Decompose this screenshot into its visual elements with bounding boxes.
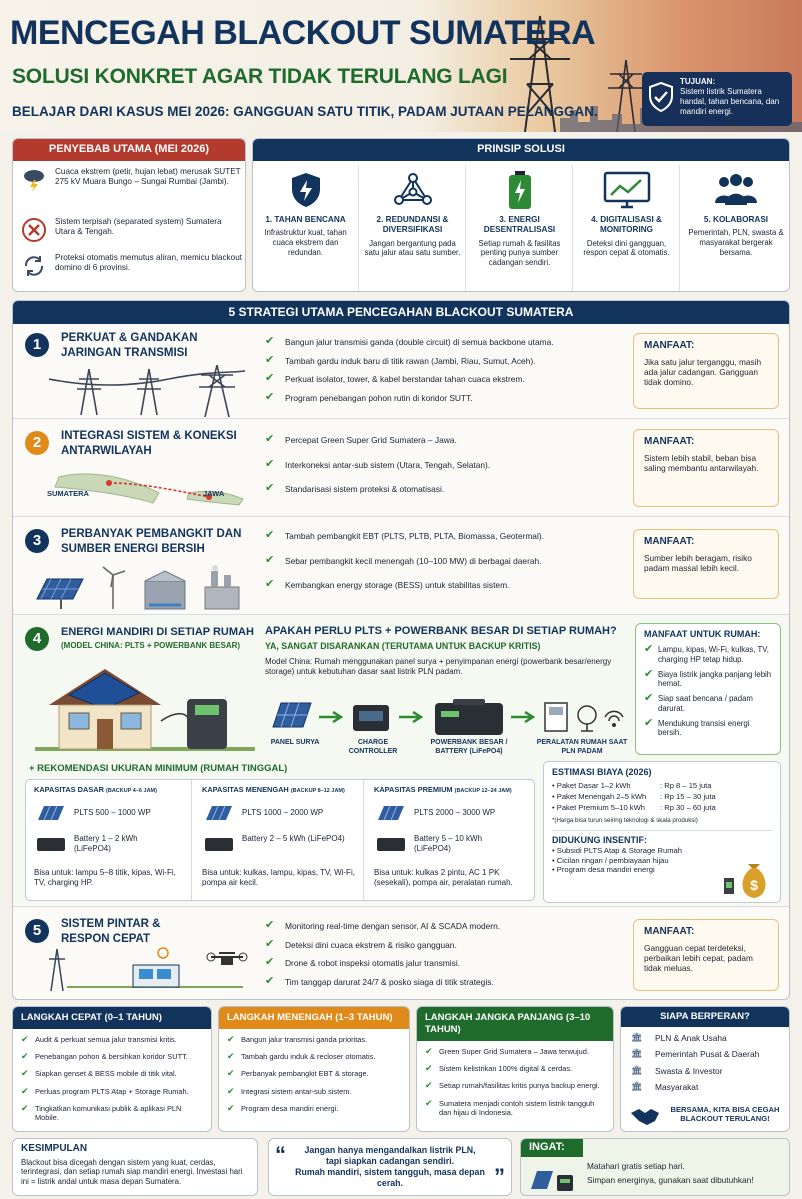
strategies-title: 5 STRATEGI UTAMA PENCEGAHAN BLACKOUT SUMATERA: [13, 301, 789, 324]
solar-panel-icon: [36, 804, 66, 822]
storm-icon: [21, 167, 47, 193]
conclusion-box: KESIMPULAN Blackout bisa dicegah dengan sistem yang kuat, cerdas, terintegrasi, dan setiap rumah siap mandiri energi. Investasi hari ini = listrik andal untuk masa depan Sumatera.: [12, 1138, 258, 1196]
role-item: 🏛 Pemerintah Pusat & Daerah: [631, 1049, 789, 1060]
tujuan-title: TUJUAN:: [680, 77, 716, 86]
solar-house-illustration: [35, 661, 255, 753]
home-benefit-box: MANFAAT UNTUK RUMAH: ✔ Lampu, kipas, Wi-Fi, kulkas, TV, charging HP tetap hidup. ✔ Biaya listrik jangka panjang lebih hemat. ✔ Siap saat bencana / padam darurat. ✔ Mendukung transisi energi bersih.: [635, 623, 781, 755]
strategy-2: 2 INTEGRASI SISTEM & KONEKSI ANTARWILAYAH SUMATERA JAWA ✔ Percepat Green Super Grid Sumatera – Jawa. ✔ Interkoneksi antar-sub sistem (Utara, Tengah, Selatan). ✔ Standarisasi sistem proteksi & otomatisasi. MANFAAT: Sistem lebih stabil, beban bisa saling membantu antarwilayah.: [13, 419, 789, 517]
cycle-icon: [21, 253, 47, 279]
strategy-title: SISTEM PINTAR & RESPON CEPAT: [61, 918, 161, 945]
package-table: [25, 779, 535, 901]
solar-panel-icon: [269, 699, 315, 733]
arrow-right-icon: [511, 711, 537, 723]
package-card: KAPASITAS DASAR (BACKUP 4–6 JAM) PLTS 500 – 1000 WP Battery 1 – 2 kWh (LiFePO4) Bisa untuk: lampu 5–8 titik, kipas, Wi-Fi, TV, charging HP.: [26, 780, 192, 900]
strategy-title: ENERGI MANDIRI DI SETIAP RUMAH: [61, 626, 254, 638]
plan-mid-term: LANGKAH MENENGAH (1–3 TAHUN) ✔ Bangun jalur transmisi ganda prioritas. ✔ Tambah gardu induk & recloser otomatis. ✔ Perbanyak pembangkit EBT & storage. ✔ Integrasi sistem antar-sub sistem. ✔ Program desa mandiri energi.: [218, 1006, 410, 1132]
quote-box: “ Jangan hanya mengandalkan listrik PLN, tapi siapkan cadangan sendiri. Rumah mandiri, sistem tangguh, masa depan cerah. ”: [268, 1138, 512, 1196]
role-item: 🏛 Masyarakat: [631, 1082, 789, 1093]
flow-label: PERALATAN RUMAH SAAT PLN PADAM: [536, 739, 628, 755]
strategy-title: INTEGRASI SISTEM & KONEKSI ANTARWILAYAH: [61, 430, 237, 457]
battery-icon: [204, 836, 234, 852]
benefit-box: MANFAAT: Sistem lebih stabil, beban bisa saling membantu antarwilayah.: [633, 429, 779, 507]
s4-answer: YA, SANGAT DISARANKAN (TERUTAMA UNTUK BACKUP KRITIS): [265, 641, 541, 651]
arrow-right-icon: [399, 711, 425, 723]
battery-icon: [507, 170, 533, 210]
strategy-1: 1 PERKUAT & GANDAKAN JARINGAN TRANSMISI ✔ Bangun jalur transmisi ganda (double circuit) di semua backbone utama. ✔ Tambah gardu induk baru di titik rawan (Jambi, Riau, Sumut, Aceh). ✔ Perkuat isolator, tower, & kabel berstandar tahan cuaca ekstrem. ✔ Program penebangan pohon rutin di koridor SUTT. MANFAAT: Jika satu jalur terganggu, masih ada jalur cadangan. Gangguan tidak domino.: [13, 323, 789, 419]
quote-open-icon: “: [275, 1142, 286, 1167]
monitor-chart-icon: [603, 171, 651, 209]
principle-item: 4. DIGITALISASI & MONITORING Deteksi dini gangguan, respon cepat & otomatis.: [574, 165, 680, 291]
cause-panel: PENYEBAB UTAMA (MEI 2026) Cuaca ekstrem (petir, hujan lebat) merusak SUTET 275 kV Muara Bungo – Sungai Rumbai (Jambi). Sistem terpisah (separated system) Sumatera Utara & Tengah. Proteksi otomatis memutus aliran, memicu blackout domino di 6 provinsi.: [12, 138, 246, 292]
strategy-subtitle: (MODEL CHINA: PLTS + POWERBANK BESAR): [61, 641, 241, 650]
principle-item: 2. REDUNDANSI & DIVERSIFIKASI Jangan bergantung pada satu jalur atau satu sumber.: [360, 165, 466, 291]
smart-grid-illustration: [43, 943, 253, 995]
strategy-title: PERBANYAK PEMBANGKIT DAN SUMBER ENERGI BERSIH: [61, 528, 242, 555]
lead-text: BELAJAR DARI KASUS MEI 2026: GANGGUAN SATU TITIK, PADAM JUTAAN PELANGGAN.: [12, 104, 598, 119]
svg-text:$: $: [750, 877, 758, 893]
strategy-title: PERKUAT & GANDAKAN JARINGAN TRANSMISI: [61, 332, 198, 359]
s4-description: Model China: Rumah menggunakan panel surya + penyimpanan energi (powerbank besar/energy storage) untuk kebutuhan dasar saat listrik PLN padam.: [265, 657, 612, 676]
solar-panel-icon: [204, 804, 234, 822]
page-title: MENCEGAH BLACKOUT SUMATERA: [10, 14, 596, 52]
shield-lightning-icon: [289, 171, 323, 209]
map-label: JAWA: [203, 489, 225, 498]
principle-item: 5. KOLABORASI Pemerintah, PLN, swasta & masyarakat bergerak bersama.: [681, 165, 790, 291]
flow-label: PANEL SURYA: [270, 739, 320, 746]
s4-question: APAKAH PERLU PLTS + POWERBANK BESAR DI SETIAP RUMAH?: [265, 625, 617, 637]
charge-controller-icon: [351, 703, 391, 733]
slogan: BERSAMA, KITA BISA CEGAH BLACKOUT TERULANG!: [670, 1105, 780, 1124]
roles-panel: SIAPA BERPERAN? 🏛 PLN & Anak Usaha 🏛 Pemerintah Pusat & Daerah 🏛 Swasta & Investor 🏛 Masyarakat BERSAMA, KITA BISA CEGAH BLACKOUT TERULANG!: [620, 1006, 790, 1132]
money-bag-icon: [722, 858, 774, 900]
principle-item: 3. ENERGI DESENTRALISASI Setiap rumah & fasilitas penting punya sumber cadangan sendiri.: [467, 165, 573, 291]
plan-short-term: LANGKAH CEPAT (0–1 TAHUN) ✔ Audit & perkuat semua jalur transmisi kritis. ✔ Penebangan pohon & bersihkan koridor SUTT. ✔ Siapkan genset & BESS mobile di titik vital. ✔ Perluas program PLTS Atap + Storage Rumah. ✔ Tingkatkan komunikasi publik & aplikasi PLN Mobile.: [12, 1006, 212, 1132]
package-card: KAPASITAS PREMIUM (BACKUP 12–24 JAM) PLTS 2000 – 3000 WP Battery 5 – 10 kWh (LiFePO4) Bisa untuk: kulkas 2 pintu, AC 1 PK (sesekali), pompa air, peralatan rumah.: [374, 785, 513, 887]
home-appliances-icon: [543, 701, 627, 733]
benefit-box: MANFAAT: Gangguan cepat terdeteksi, perbaikan lebih cepat, padam tidak meluas.: [633, 919, 779, 991]
page-subtitle: SOLUSI KONKRET AGAR TIDAK TERULANG LAGI: [12, 65, 508, 88]
arrow-right-icon: [319, 711, 345, 723]
cost-box: ESTIMASI BIAYA (2026) • Paket Dasar 1–2 kWh : Rp 8 – 15 juta • Paket Menengah 2–5 kWh : Rp 15 – 30 juta • Paket Premium 5–10 kWh : Rp 30 – 60 juta *(Harga bisa turun seiring teknologi & skala produksi) DIDUKUNG INSENTIF: • Subsidi PLTS Atap & Storage Rumah • Cicilan ringan / pembiayaan hijau • Program desa mandiri energi $: [543, 761, 781, 903]
benefit-box: MANFAAT: Jika satu jalur terganggu, masih ada jalur cadangan. Gangguan tidak domino.: [633, 333, 779, 409]
strategies-panel: [12, 300, 790, 1000]
tujuan-text: Sistem listrik Sumatera handal, tahan bencana, dan mandiri energi.: [680, 87, 780, 116]
strategy-5: 5 SISTEM PINTAR & RESPON CEPAT ✔ Monitoring real-time dengan sensor, AI & SCADA modern. ✔ Deteksi dini cuaca ekstrem & risiko gangguan. ✔ Drone & robot inspeksi otomatis jalur transmisi. ✔ Tim tanggap darurat 24/7 & posko siaga di titik strategis. MANFAAT: Gangguan cepat terdeteksi, perbaikan lebih cepat, padam tidak meluas.: [13, 907, 789, 999]
flow-label: CHARGE CONTROLLER: [348, 739, 398, 755]
shield-check-icon: [648, 82, 674, 112]
x-circle-icon: [21, 217, 47, 243]
principle-item: 1. TAHAN BENCANA Infrastruktur kuat, tahan cuaca ekstrem dan redundan.: [253, 165, 359, 291]
reminder-box: INGAT: Matahari gratis setiap hari. Simpan energinya, gunakan saat dibutuhkan!: [520, 1138, 790, 1196]
tujuan-box: [642, 72, 792, 126]
battery-icon: [36, 836, 66, 852]
principles-panel: [252, 138, 790, 292]
network-icon: [393, 172, 433, 208]
strategy-3: 3 PERBANYAK PEMBANGKIT DAN SUMBER ENERGI BERSIH ✔ Tambah pembangkit EBT (PLTS, PLTB, PLTA, Biomassa, Geotermal). ✔ Sebar pembangkit kecil menengah (10–100 MW) di berbagai daerah. ✔ Kembangkan energy storage (BESS) untuk stabilitas sistem. MANFAAT: Sumber lebih beragam, risiko padam massal lebih kecil.: [13, 517, 789, 615]
solar-panel-icon: [376, 804, 406, 822]
role-item: 🏛 Swasta & Investor: [631, 1066, 789, 1077]
recommendation-title: + REKOMENDASI UKURAN MINIMUM (RUMAH TINGGAL): [29, 763, 288, 774]
solar-battery-icon: [529, 1165, 575, 1193]
strategy-4: 4 ENERGI MANDIRI DI SETIAP RUMAH (MODEL CHINA: PLTS + POWERBANK BESAR) APAKAH PERLU PLTS + POWERBANK BESAR DI SETIAP RUMAH? YA, SANGAT DISARANKAN (TERUTAMA UNTUK BACKUP KRITIS) Model China: Rumah menggunakan panel surya + penyimpanan energi (powerbank besar/energy storage) untuk kebutuhan dasar saat listrik PLN padam. PANEL SURYA CHARGE CONTROLLER POWERBANK BESAR / BATTERY (LiFePO4) PERALATAN RUMAH SAAT PLN PADAM MANFAAT UNTUK RUMAH: ✔ Lampu, kipas, Wi-Fi, kulkas, TV, charging HP tetap hidup. ✔ Biaya listrik jangka panjang lebih hemat. ✔ Siap saat bencana / padam darurat. ✔ Mendukung transisi energi bersih. + REKOMENDASI UKURAN MINIMUM (RUMAH TINGGAL) KAPASITAS DASAR (BACKUP 4–6 JAM) PLTS 500 – 1000 WP Battery 1 – 2 kWh (LiFePO4) Bisa untuk: lampu 5–8 titik, kipas, Wi-Fi, TV, charging HP. KAPASITAS MENENGAH (BACKUP 8–12 JAM) PLTS 1000 – 2000 WP Battery 2 – 5 kWh (LiFePO4) Bisa untuk: kulkas, lampu, kipas, TV, Wi-Fi, pompa air kecil. KAPASITAS PREMIUM (BACKUP 12–24 JAM) PLTS 2000 – 3000 WP Battery 5 – 10 kWh (LiFePO4) Bisa untuk: kulkas 2 pintu, AC 1 PK (sesekali), pompa air, peralatan rumah. ESTIMASI BIAYA (2026) • Paket Dasar 1–2 kWh : Rp 8 – 15 juta • Paket Menengah 2–5 kWh : Rp 15 – 30 juta • Paket Premium 5–10 kWh : Rp 30 – 60 juta *(Harga bisa turun seiring teknologi & skala produksi) DIDUKUNG INSENTIF: • Subsidi PLTS Atap & Storage Rumah • Cicilan ringan / pembiayaan hijau • Program desa mandiri energi $: [13, 615, 789, 907]
principles-title: PRINSIP SOLUSI: [253, 139, 789, 161]
sumatera-jawa-map: [49, 463, 245, 509]
flow-label: POWERBANK BESAR / BATTERY (LiFePO4): [430, 739, 508, 755]
benefit-box: MANFAAT: Sumber lebih beragam, risiko padam massal lebih kecil.: [633, 529, 779, 599]
clean-energy-illustration: [33, 565, 245, 611]
quote-close-icon: ”: [494, 1164, 505, 1189]
big-battery-icon: [433, 697, 505, 737]
cause-title: PENYEBAB UTAMA (MEI 2026): [13, 139, 245, 161]
plan-long-term: LANGKAH JANGKA PANJANG (3–10 TAHUN) ✔ Green Super Grid Sumatera – Jawa terwujud. ✔ Sistem kelistrikan 100% digital & cerdas. ✔ Setiap rumah/fasilitas kritis punya backup energi. ✔ Sumatera menjadi contoh sistem listrik tangguh dan hijau di Indonesia.: [416, 1006, 614, 1132]
transmission-towers-illustration: [49, 365, 245, 417]
handshake-icon: [629, 1105, 661, 1127]
map-label: SUMATERA: [47, 489, 89, 498]
role-item: 🏛 PLN & Anak Usaha: [631, 1033, 789, 1044]
people-icon: [712, 173, 760, 207]
package-card: KAPASITAS MENENGAH (BACKUP 8–12 JAM) PLTS 1000 – 2000 WP Battery 2 – 5 kWh (LiFePO4) Bisa untuk: kulkas, lampu, kipas, TV, Wi-Fi, pompa air kecil.: [194, 780, 364, 900]
battery-icon: [376, 836, 406, 852]
